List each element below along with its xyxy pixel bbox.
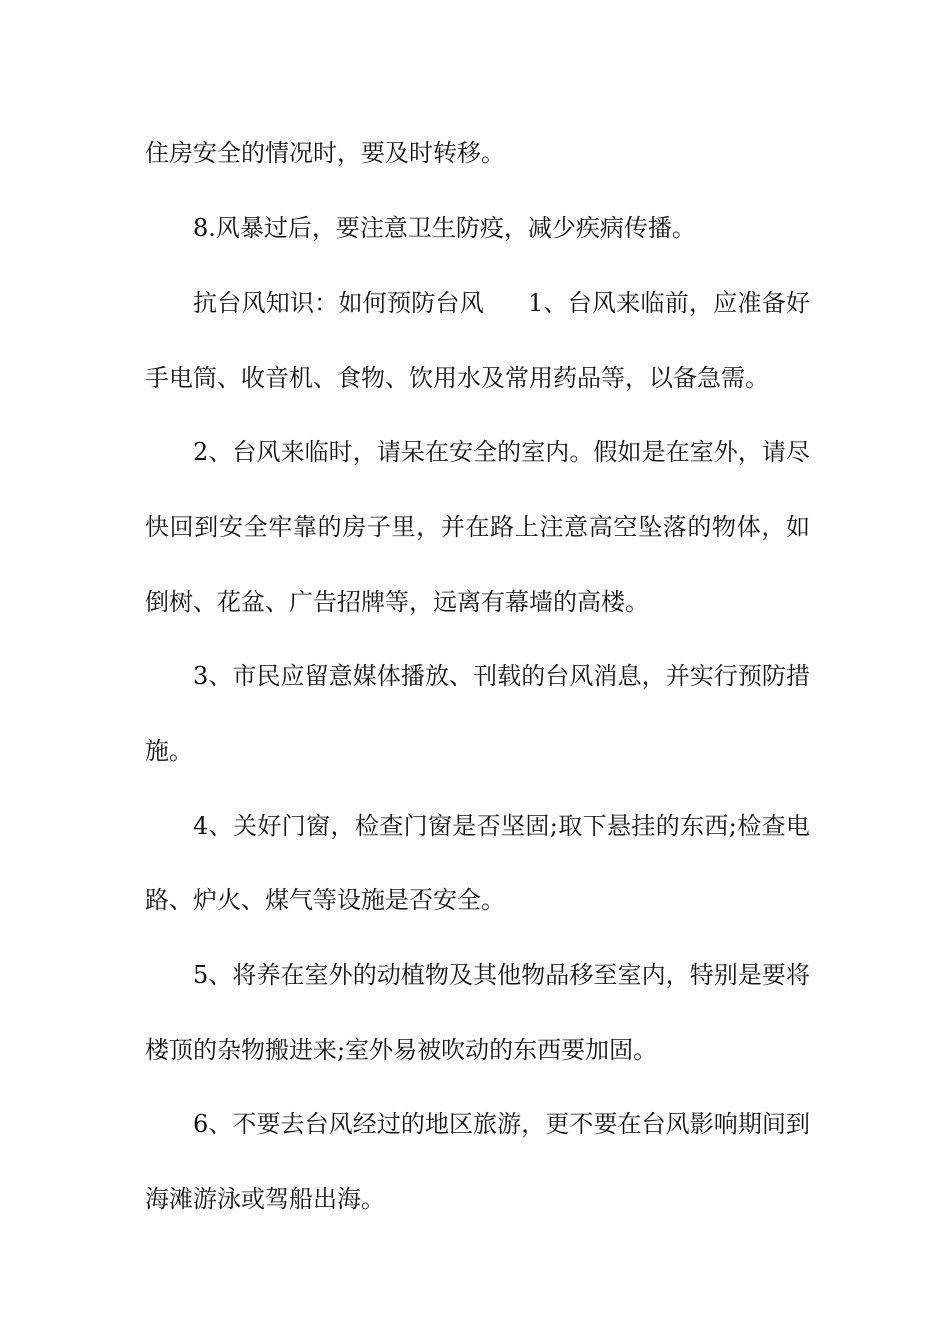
- section-heading: 抗台风知识：如何预防台风: [193, 289, 484, 317]
- text-line-12: 5、将养在室外的动植物及其他物品移至室内，特别是要将: [193, 961, 810, 989]
- text-line-9: 施。: [145, 737, 193, 765]
- text-line-7: 倒树、花盆、广告招牌等，远离有幕墙的高楼。: [145, 588, 649, 616]
- text-line-4: 手电筒、收音机、食物、饮用水及常用药品等，以备急需。: [145, 364, 769, 392]
- text-line-5: 2、台风来临时，请呆在安全的室内。假如是在室外，请尽: [193, 438, 810, 466]
- text-line-10: 4、关好门窗，检查门窗是否坚固;取下悬挂的东西;检查电: [193, 812, 810, 840]
- text-line-13: 楼顶的杂物搬进来;室外易被吹动的东西要加固。: [145, 1036, 658, 1064]
- item-1-start: 1、台风来临前，应准备好: [527, 289, 810, 317]
- text-line-3: [193, 285, 810, 321]
- text-line-11: 路、炉火、煤气等设施是否安全。: [145, 886, 505, 914]
- text-line-2: 8.风暴过后，要注意卫生防疫，减少疾病传播。: [193, 214, 696, 242]
- text-line-15: 海滩游泳或驾船出海。: [145, 1185, 385, 1213]
- text-line-8: 3、市民应留意媒体播放、刊载的台风消息，并实行预防措: [193, 662, 810, 690]
- text-line-6: 快回到安全牢靠的房子里，并在路上注意高空坠落的物体，如: [145, 513, 810, 541]
- text-line-1: 住房安全的情况时，要及时转移。: [145, 139, 505, 167]
- text-line-14: 6、不要去台风经过的地区旅游，更不要在台风影响期间到: [193, 1110, 810, 1138]
